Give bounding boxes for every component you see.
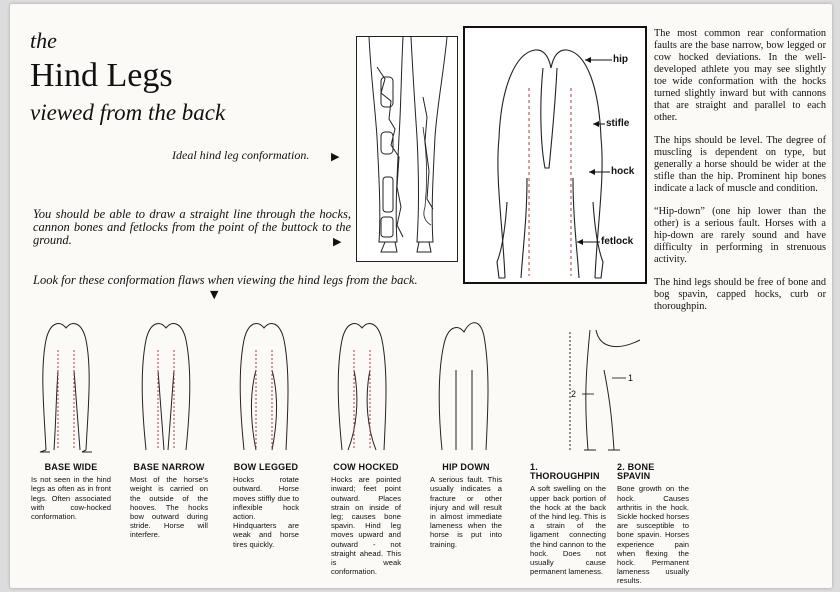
arrow-right-icon: ▶ (331, 150, 340, 163)
fault-caption (130, 463, 208, 540)
fault-caption (617, 463, 689, 586)
page-subtitle: viewed from the back (30, 100, 226, 125)
flaws-prompt: Look for these conformation flaws when viewing the hind legs from the back. (33, 273, 418, 287)
hip-down-figure (439, 323, 488, 450)
conformation-flaw-illustrations (0, 310, 840, 470)
fault-caption (331, 463, 401, 576)
label-fetlock: fetlock (601, 236, 634, 247)
straight-line-instruction: You should be able to draw a straight line through the hocks, cannon bones and fetlocks from the point of the buttock to the ground. (33, 207, 351, 247)
fault-caption (31, 463, 111, 521)
note-paragraph: The hind legs should be free of bone and bog spavin, capped hocks, curb or thoroughpin. (654, 277, 826, 312)
ideal-hind-legs-diagram (463, 26, 647, 284)
arrow-right-icon: ▶ (333, 235, 342, 248)
fault-description: Is not seen in the hind legs as often as in front legs. Often associated with cow-hocked conformation. (31, 475, 111, 522)
conformation-notes (654, 28, 826, 324)
fault-caption (430, 463, 502, 549)
fault-title: 1. THOROUGHPIN (530, 462, 600, 482)
base-wide-figure (40, 324, 92, 452)
base-narrow-figure (142, 324, 190, 450)
fault-description: A serious fault. This usually indicates a fracture or other injury and will result in almost immediate lameness when the horse is put into training. (430, 475, 502, 549)
note-paragraph: The hips should be level. The degree of muscling is dependent on type, but generally a horse should be wider at the stifle than the hip. Prominent hip bones indicate a lack of muscle and condition. (654, 135, 826, 194)
marker-2: 2 (571, 389, 577, 399)
fault-description: Bone growth on the hock. Causes arthritis in the hock. Sickle hocked horses are susceptible to bone spavin. Horses experience pain when flexing the hock. Permanent lameness usually results. (617, 484, 689, 586)
fault-title: 2. BONE SPAVIN (617, 462, 655, 482)
label-hock: hock (611, 166, 635, 177)
arrow-down-icon: ▼ (210, 288, 219, 301)
note-paragraph: The most common rear conformation faults are the base narrow, bow legged or cow hocked deviations. In the well-developed athlete you may see slightly toe wide conformation with the hocks turned slightly inward but with cannons that are straight and parallel to each other. (654, 28, 826, 123)
skeleton-diagram (356, 36, 458, 262)
fault-title: BASE NARROW (133, 462, 205, 472)
bow-legged-figure (240, 324, 288, 450)
side-view-figure (570, 330, 640, 452)
fault-description: Hocks rotate outward. Horse moves stiffly due to inflexible hock action. Hindquarters are weak and horse tires quickly. (233, 475, 299, 549)
fault-description: Hocks are pointed inward; feet point outward. Places strain on inside of leg; causes bone spavin. Hind leg moves upward and outward - not straight ahead. This is weak conformation. (331, 475, 401, 577)
show-through-text (28, 549, 40, 584)
cow-hocked-figure (338, 324, 386, 450)
fault-description: A soft swelling on the upper back portion of the hock at the back of the hind leg. This is a strain of the ligament connecting the hind cannon to the hock. Does not usually cause permanent lameness. (530, 484, 606, 577)
skeleton-illustration (357, 37, 457, 261)
marker-1: 1 (628, 373, 634, 383)
ideal-conformation-caption: Ideal hind leg conformation. (172, 148, 310, 162)
fault-title: BOW LEGGED (233, 462, 299, 472)
fault-caption (530, 463, 606, 576)
label-stifle: stifle (606, 118, 630, 129)
note-paragraph: “Hip-down” (one hip lower than the other) is a serious fault. Horses with a hip-down are rarely sound and have difficulty in performing in strenuous activity. (654, 206, 826, 265)
label-hip: hip (613, 54, 628, 65)
page-title: Hind Legs (30, 57, 173, 94)
fault-title: BASE WIDE (44, 462, 98, 472)
title-prefix: the (30, 28, 57, 53)
fault-caption (233, 463, 299, 549)
fault-description: Most of the horse's weight is carried on the outside of the hooves. The hocks bow outward during stride. Horse will interfere. (130, 475, 208, 540)
fault-title: HIP DOWN (442, 462, 490, 472)
fault-title: COW HOCKED (333, 462, 399, 472)
